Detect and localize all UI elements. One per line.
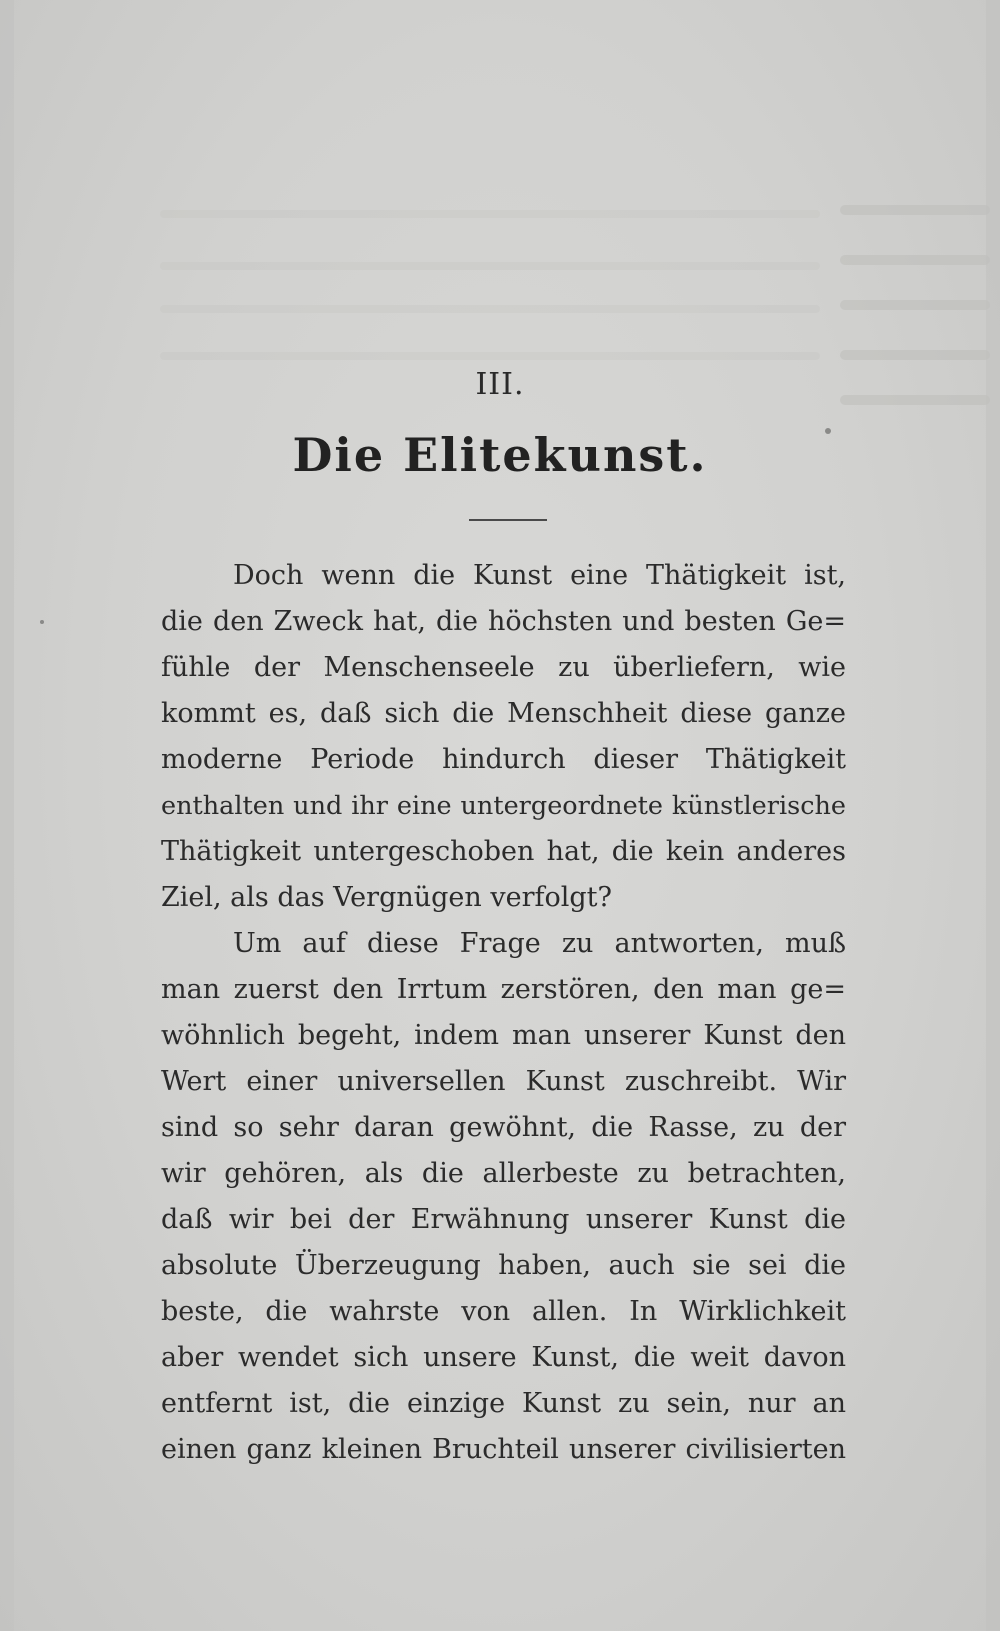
chapter-number: III. <box>475 367 525 402</box>
text-line: wir gehören, als die allerbeste zu betrachten, <box>161 1158 846 1189</box>
text-line: Doch wenn die Kunst eine Thätigkeit ist, <box>233 560 846 591</box>
text-line: wöhnlich begeht, indem man unserer Kunst den <box>161 1020 846 1051</box>
text-line: aber wendet sich unsere Kunst, die weit davon <box>161 1342 846 1373</box>
body-text <box>161 553 846 1473</box>
text-line: Wert einer universellen Kunst zuschreibt. Wir <box>161 1066 846 1097</box>
text-line: Um auf diese Frage zu antworten, muß <box>233 928 846 959</box>
title-divider <box>469 519 547 521</box>
text-line: kommt es, daß sich die Menschheit diese ganze <box>161 698 846 729</box>
text-line: enthalten und ihr eine untergeordnete künstlerische <box>161 791 846 821</box>
paragraph <box>161 553 846 921</box>
text-line: man zuerst den Irrtum zerstören, den man ge= <box>161 974 846 1005</box>
text-line: beste, die wahrste von allen. In Wirklichkeit <box>161 1296 846 1327</box>
text-line: Ziel, als das Vergnügen verfolgt? <box>161 882 612 913</box>
text-line: Thätigkeit untergeschoben hat, die kein anderes <box>161 836 846 867</box>
text-line: sind so sehr daran gewöhnt, die Rasse, zu der <box>161 1112 846 1143</box>
text-line: daß wir bei der Erwähnung unserer Kunst die <box>161 1204 846 1235</box>
text-line: absolute Überzeugung haben, auch sie sei die <box>161 1250 846 1281</box>
text-line: moderne Periode hindurch dieser Thätigkeit <box>161 744 846 775</box>
text-line: entfernt ist, die einzige Kunst zu sein, nur an <box>161 1388 846 1419</box>
chapter-title: Die Elitekunst. <box>292 428 708 482</box>
text-line: fühle der Menschenseele zu überliefern, wie <box>161 652 846 683</box>
paragraph <box>161 921 846 1473</box>
text-line: einen ganz kleinen Bruchteil unserer civilisierten <box>161 1434 846 1465</box>
text-line: die den Zweck hat, die höchsten und besten Ge= <box>161 606 846 637</box>
ink-speck <box>40 620 44 624</box>
